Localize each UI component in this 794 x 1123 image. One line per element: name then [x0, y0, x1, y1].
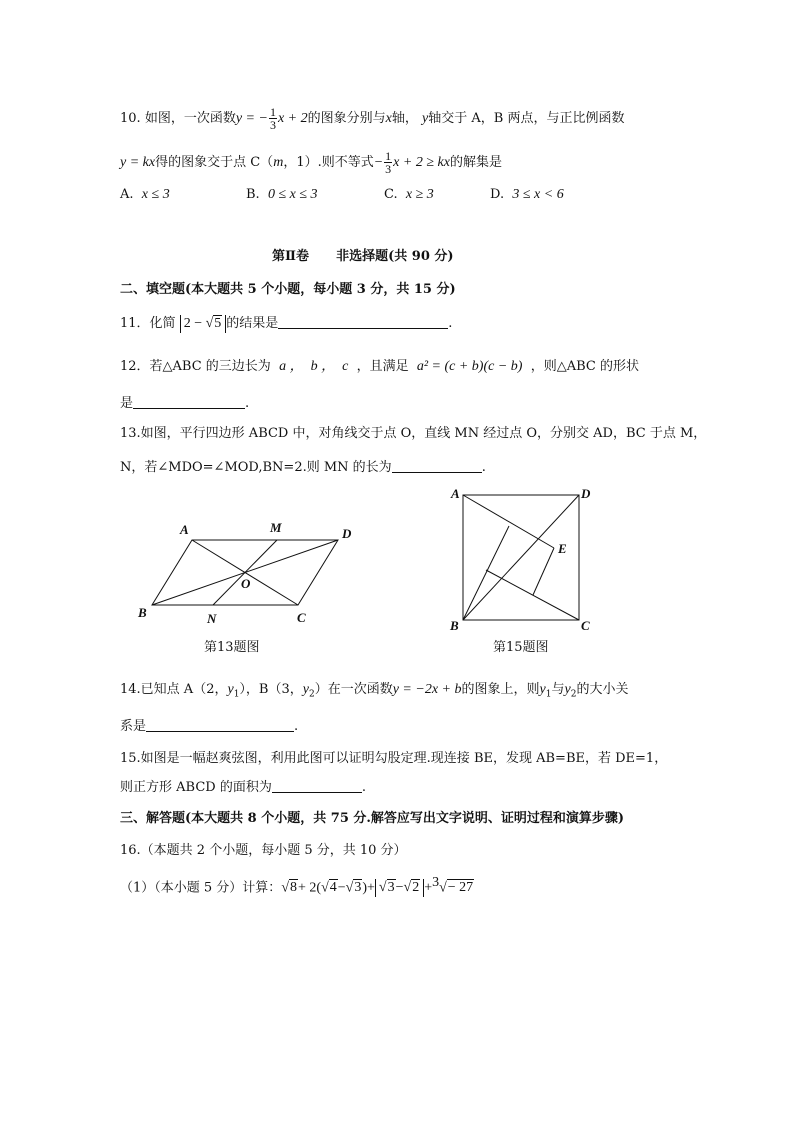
abs-value: 2 − √5: [180, 315, 227, 333]
label-d: D: [342, 526, 352, 541]
q11: 11．化简 2 − √5 的结果是 .: [120, 316, 453, 331]
q15-line1: 15.如图是一幅赵爽弦图，利用此图可以证明勾股定理.现连接 BE，发现 AB=BE，若 DE=1，: [120, 751, 668, 766]
q13-answer-blank[interactable]: [392, 458, 482, 473]
label-c: C: [297, 610, 306, 625]
segment-ae: [463, 495, 554, 548]
q12-line1: 12．若△ABC 的三边长为 a ， b ， c ，且满足 a² = (c + b)(c − b) ，则△ABC 的形状: [120, 359, 639, 374]
segment-b-inner: [463, 526, 509, 620]
q10-option-d: D. 3 ≤ x < 6: [490, 187, 564, 202]
label-a: A: [451, 486, 460, 501]
q10-line2: y = kx得的图象交于点 C（m，1）.则不等式− $\frac{1}{3}$ x + 2 ≥ kx的解集是: [120, 149, 502, 176]
q15-line2: 则正方形 ABCD 的面积为 .: [120, 780, 366, 795]
fill-blank-heading: 二、填空题(本大题共 5 个小题，每小题 3 分，共 15 分): [120, 282, 456, 297]
label-c: C: [581, 618, 590, 633]
q13-line2: N，若∠MDO=∠MOD,BN=2.则 MN 的长为 .: [120, 460, 486, 475]
segment-ce: [486, 570, 579, 620]
figure-13-parallelogram: [130, 515, 360, 630]
label-o: O: [241, 576, 251, 591]
diagonal-bd: [463, 495, 579, 620]
figure-13-caption: 第13题图: [204, 640, 260, 655]
q10-option-c: C. x ≥ 3: [384, 187, 434, 202]
q16-line1: 16.（本题共 2 个小题，每小题 5 分，共 10 分）: [120, 843, 407, 858]
q16-sub1: （1）（本小题 5 分）计算：√8+ 2(√4−√3)+ √3−√2 +$^3$√− 27: [120, 875, 474, 896]
label-d: D: [581, 486, 591, 501]
q15-answer-blank[interactable]: [272, 778, 362, 793]
section2-title: 第Ⅱ卷 非选择题(共 90 分): [272, 249, 454, 264]
q10-option-b: B. 0 ≤ x ≤ 3: [246, 187, 318, 202]
q10-option-a: A. x ≤ 3: [120, 187, 170, 202]
q13-line1: 13.如图，平行四边形 ABCD 中，对角线交于点 O，直线 MN 经过点 O，分别交 AD，BC 于点 M，: [120, 426, 707, 441]
abs-value-sqrt: √3−√2: [375, 879, 424, 897]
label-e: E: [558, 541, 567, 556]
q12-line2: 是 .: [120, 396, 250, 411]
figure-15-zhao-shuang: [445, 485, 605, 635]
segment-mn: [213, 540, 277, 605]
q11-answer-blank[interactable]: [278, 314, 448, 329]
segment-c-inner: [533, 548, 554, 595]
q14-answer-blank[interactable]: [146, 717, 294, 732]
figure-15-caption: 第15题图: [493, 640, 549, 655]
q14-line1: 14.已知点 A（2，$y_1$），B（3，$y_2$）在一次函数y = −2x + b的图象上，则$y_1$与$y_2$的大小关: [120, 682, 629, 700]
label-n: N: [207, 611, 217, 626]
label-m: M: [270, 520, 282, 535]
fraction-one-third-2: $\frac{1}{3}$: [385, 149, 392, 176]
q10-line1: 10. 如图，一次函数y = − $\frac{1}{3}$ x + 2的图象分别与x轴， y轴交于 A，B 两点，与正比例函数: [120, 105, 625, 132]
q12-answer-blank[interactable]: [133, 394, 245, 409]
label-a: A: [180, 522, 189, 537]
label-b: B: [138, 605, 147, 620]
label-b: B: [450, 618, 459, 633]
answer-section-heading: 三、解答题(本大题共 8 个小题，共 75 分.解答应写出文字说明、证明过程和演算步骤): [120, 811, 625, 826]
q14-line2: 系是 .: [120, 719, 299, 734]
fraction-one-third: $\frac{1}{3}$: [269, 105, 276, 132]
